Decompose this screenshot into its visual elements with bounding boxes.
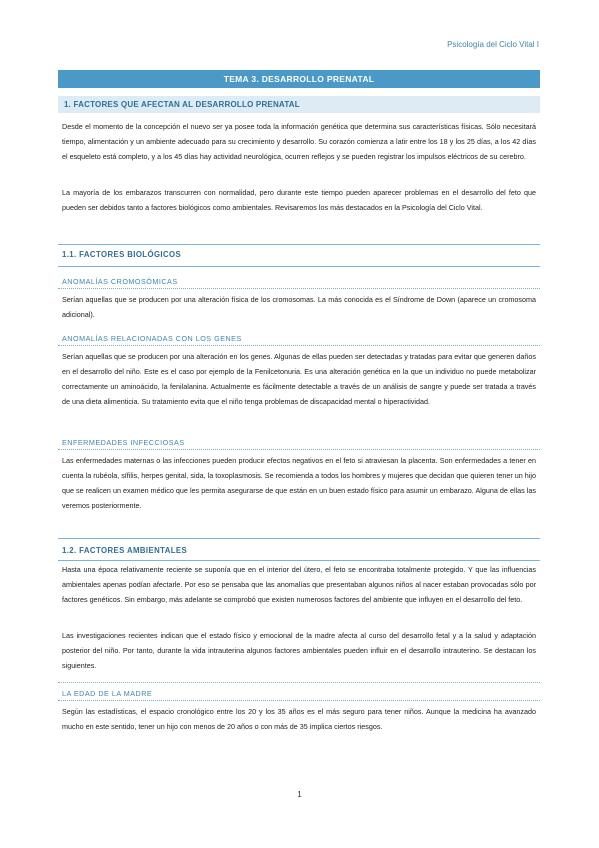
subheading-edad-madre: LA EDAD DE LA MADRE <box>62 689 153 698</box>
section-1-heading: 1. FACTORES QUE AFECTAN AL DESARROLLO PRENATAL <box>58 96 540 113</box>
page-number: 1 <box>297 790 302 799</box>
dotted-divider <box>58 449 540 450</box>
dotted-divider <box>58 700 540 701</box>
section-1-paragraph-1: Desde el momento de la concepción el nuevo ser ya posee toda la información genética que determina sus características físicas. Sólo necesitará tiempo, alimentación y un ambiente adecuado para su crecimiento y desarrollo. Su corazón comienza a latir entre los 18 y los 25 días, a los 42 días el esqueleto está completo, y a los 45 días hay actividad neurológica, ocurren reflejos y se pueden registrar los impulsos eléctricos de su cerebro. <box>62 122 536 162</box>
dotted-divider <box>58 345 540 346</box>
dotted-divider <box>58 288 540 289</box>
section-1-paragraph-2: La mayoría de los embarazos transcurren con normalidad, pero durante este tiempo pueden aparecer problemas en el desarrollo del feto que pueden ser debidos tanto a factores biológicos como ambientales. Revisaremos los más destacados en la Psicología del Ciclo Vital. <box>62 188 536 213</box>
section-divider <box>58 538 540 539</box>
section-divider <box>58 266 540 267</box>
paragraph-anomalias-genes: Serían aquellas que se producen por una alteración en los genes. Algunas de ellas pueden ser detectadas y tratadas para evitar que generen daños en el desarrollo del niño. Este es el caso por ejemplo de la Fenilcetonuria. Es una alteración genética en la que un individuo no puede metabolizar correctamente un aminoácido, la fenilalanina. Actualmente es fácilmente detectable a través de un análisis de sangre y puede ser tratada a través de una dieta alimenticia. Su tratamiento evita que el niño tenga problemas de discapacidad mental o hiperactividad. <box>62 352 536 407</box>
subheading-enfermedades-infecciosas: ENFERMEDADES INFECCIOSAS <box>62 438 185 447</box>
paragraph-enfermedades-infecciosas: Las enfermedades maternas o las infecciones pueden producir efectos negativos en el feto si atraviesan la placenta. Son enfermedades a tener en cuenta la rubéola, sífilis, herpes genital, sida, la toxoplasmosis. Se recomienda a todos los hombres y mujeres que decidan que quieren tener un hijo que se realicen un examen médico que les permita asegurarse de que están en un buen estado físico para asumir un embarazo. Alguna de ellas las veremos posteriormente. <box>62 456 536 511</box>
subheading-anomalias-cromosomicas: ANOMALÍAS CROMOSÓMICAS <box>62 277 178 286</box>
section-1-2-paragraph-1: Hasta una época relativamente reciente se suponía que en el interior del útero, el feto se encontraba totalmente protegido. Y que las influencias ambientales apenas podían afectarle. Por eso se pensaba que las anomalías que presentaban algunos niños al nacer estaban provocadas sólo por factores genéticos. Sin embargo, más adelante se comprobó que existen numerosos factores del ambiente que influyen en el desarrollo del feto. <box>62 565 536 605</box>
tema-title-bar: TEMA 3. DESARROLLO PRENATAL <box>58 70 540 88</box>
paragraph-edad-madre: Según las estadísticas, el espacio cronológico entre los 20 y los 35 años es el más seguro para tener niños. Aunque la medicina ha avanzado mucho en este sentido, tener un hijo con menos de 20 años o con más de 35 implica ciertos riesgos. <box>62 707 536 732</box>
subheading-anomalias-genes: ANOMALÍAS RELACIONADAS CON LOS GENES <box>62 334 242 343</box>
course-header: Psicología del Ciclo Vital I <box>447 40 539 49</box>
paragraph-anomalias-cromosomicas: Serían aquellas que se producen por una alteración física de los cromosomas. La más conocida es el Síndrome de Down (aparece un cromosoma adicional). <box>62 295 536 320</box>
section-1-2-heading: 1.2. FACTORES AMBIENTALES <box>62 546 188 555</box>
section-1-1-heading: 1.1. FACTORES BIOLÓGICOS <box>62 250 182 259</box>
section-divider <box>58 244 540 245</box>
section-divider <box>58 560 540 561</box>
section-1-2-paragraph-2: Las investigaciones recientes indican que el estado físico y emocional de la madre afecta al curso del desarrollo fetal y a la salud y adaptación posterior del niño. Por tanto, durante la vida intrauterina algunos factores ambientales pueden influir en el desarrollo intrauterino. Se destacan los siguientes. <box>62 631 536 671</box>
dotted-divider <box>58 682 540 683</box>
